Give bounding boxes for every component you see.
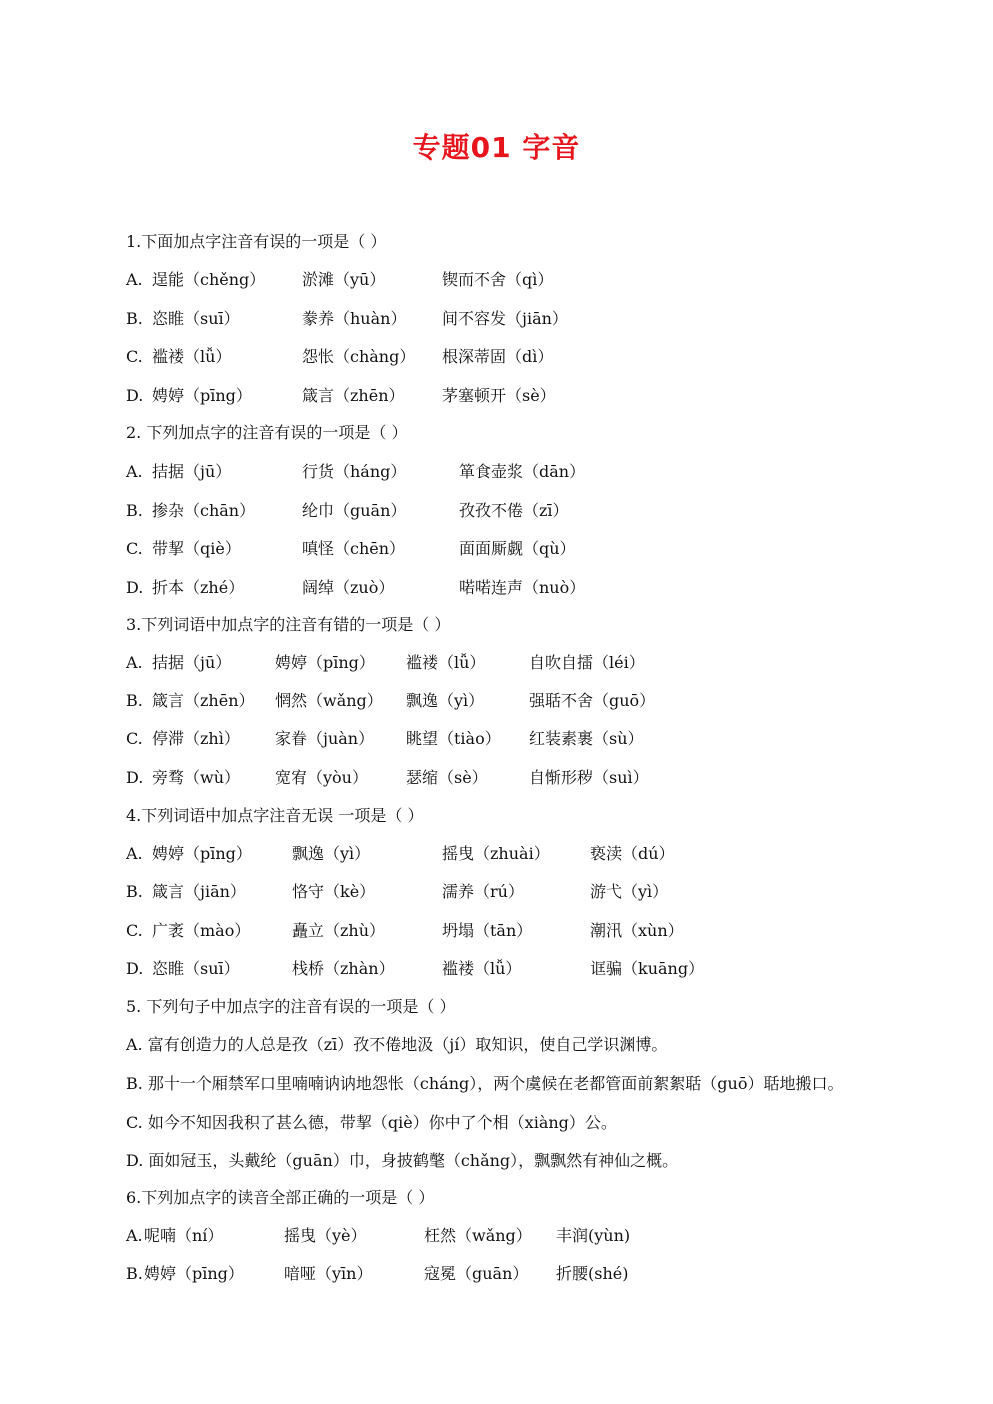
option-label: B.	[126, 1264, 143, 1283]
option-item: 根深蒂固（dì）	[442, 347, 554, 366]
option-item: 诓骗（kuāng）	[590, 959, 705, 978]
option-item: 折腰(shé)	[556, 1264, 629, 1283]
option-item: 箴言（jiān）	[152, 882, 246, 901]
question-line: D. 面如冠玉，头戴纶（guān）巾，身披鹤氅（chǎng），飘飘然有神仙之概。	[126, 1151, 679, 1170]
option-row	[126, 839, 886, 869]
option-item: 广袤（mào）	[152, 921, 251, 940]
option-item: 茅塞顿开（sè）	[442, 386, 556, 405]
option-row	[126, 916, 886, 946]
option-item: 间不容发（jiān）	[442, 309, 568, 328]
option-item: 折本（zhé）	[152, 578, 245, 597]
question-line: 1.下面加点字注音有误的一项是（ ）	[126, 232, 387, 251]
option-item: 枉然（wǎng）	[424, 1226, 532, 1245]
question-line: 3.下列词语中加点字的注音有错的一项是（ ）	[126, 615, 451, 634]
option-item: 宽宥（yòu）	[275, 768, 368, 787]
option-label: A.	[126, 1226, 143, 1245]
option-label: D.	[126, 768, 144, 787]
option-item: 行货（háng）	[302, 462, 407, 481]
question-line: C. 如今不知因我积了甚么德，带挈（qiè）你中了个相（xiàng）公。	[126, 1113, 617, 1132]
option-label: A.	[126, 844, 143, 863]
option-row	[126, 573, 886, 603]
option-item: 带挈（qiè）	[152, 539, 241, 558]
option-row	[126, 954, 886, 984]
option-item: 坍塌（tān）	[442, 921, 533, 940]
option-item: 喏喏连声（nuò）	[459, 578, 586, 597]
option-label: B.	[126, 882, 143, 901]
option-item: 红装素裹（sù）	[529, 729, 644, 748]
option-label: B.	[126, 309, 143, 328]
option-label: D.	[126, 959, 144, 978]
option-label: A.	[126, 653, 143, 672]
option-row	[126, 265, 886, 295]
option-item: 飘逸（yì）	[292, 844, 371, 863]
page-title: 专题01 字音	[412, 131, 581, 164]
option-item: 游弋（yì）	[590, 882, 669, 901]
option-item: 自惭形秽（suì）	[529, 768, 649, 787]
option-label: C.	[126, 729, 143, 748]
option-item: 褴褛（lǚ）	[442, 959, 522, 978]
option-item: 恣睢（suī）	[152, 309, 240, 328]
option-item: 摇曳（zhuài）	[442, 844, 550, 863]
option-item: 锲而不舍（qì）	[442, 270, 554, 289]
option-item: 阔绰（zuò）	[302, 578, 395, 597]
option-label: A.	[126, 270, 143, 289]
option-item: 家眷（juàn）	[275, 729, 375, 748]
option-item: 箪食壶浆（dān）	[459, 462, 586, 481]
question-line: 5. 下列句子中加点字的注音有误的一项是（ ）	[126, 997, 456, 1016]
option-label: B.	[126, 501, 143, 520]
option-row	[126, 1221, 886, 1251]
option-item: 娉婷（pīng）	[152, 386, 252, 405]
option-item: 娉婷（pīng）	[144, 1264, 244, 1283]
question-line: B. 那十一个厢禁军口里喃喃讷讷地怨怅（cháng），两个虞候在老都管面前絮絮聒（guō）聒地搬口。	[126, 1074, 844, 1093]
option-item: 褴褛（lǚ）	[406, 653, 486, 672]
option-item: 面面厮觑（qù）	[459, 539, 576, 558]
option-item: 箴言（zhēn）	[152, 691, 255, 710]
option-item: 嗔怪（chēn）	[302, 539, 406, 558]
option-item: 淤滩（yū）	[302, 270, 386, 289]
option-item: 孜孜不倦（zī）	[459, 501, 569, 520]
option-item: 濡养（rú）	[442, 882, 524, 901]
option-item: 丰润(yùn)	[556, 1226, 631, 1245]
option-item: 拮据（jū）	[152, 462, 232, 481]
option-item: 栈桥（zhàn）	[292, 959, 395, 978]
question-line: 6.下列加点字的读音全部正确的一项是（ ）	[126, 1188, 435, 1207]
option-item: 亵渎（dú）	[590, 844, 675, 863]
option-row	[126, 304, 886, 334]
option-item: 自吹自擂（léi）	[529, 653, 645, 672]
option-row	[126, 534, 886, 564]
option-label: D.	[126, 578, 144, 597]
option-item: 箴言（zhēn）	[302, 386, 405, 405]
question-line: 4.下列词语中加点字注音无误 一项是（ ）	[126, 806, 424, 825]
option-item: 潮汛（xùn）	[590, 921, 684, 940]
option-item: 旁骛（wù）	[152, 768, 241, 787]
option-item: 喑哑（yīn）	[284, 1264, 373, 1283]
option-item: 掺杂（chān）	[152, 501, 256, 520]
option-item: 摇曳（yè）	[284, 1226, 367, 1245]
question-line: A. 富有创造力的人总是孜（zī）孜不倦地汲（jí）取知识，使自己学识渊博。	[126, 1035, 668, 1054]
option-item: 眺望（tiào）	[406, 729, 501, 748]
option-item: 呢喃（ní）	[144, 1226, 224, 1245]
option-row	[126, 877, 886, 907]
option-item: 娉婷（pīng）	[152, 844, 252, 863]
option-item: 恪守（kè）	[292, 882, 376, 901]
option-item: 惘然（wǎng）	[275, 691, 383, 710]
option-label: C.	[126, 921, 143, 940]
option-row	[126, 457, 886, 487]
option-item: 褴褛（lǚ）	[152, 347, 232, 366]
option-row	[126, 1259, 886, 1289]
option-label: C.	[126, 539, 143, 558]
option-item: 飘逸（yì）	[406, 691, 485, 710]
option-item: 逞能（chěng）	[152, 270, 266, 289]
question-line: 2. 下列加点字的注音有误的一项是（ ）	[126, 423, 408, 442]
option-item: 纶巾（guān）	[302, 501, 407, 520]
option-item: 停滞（zhì）	[152, 729, 240, 748]
option-label: A.	[126, 462, 143, 481]
option-row	[126, 724, 886, 754]
option-item: 寇冕（guān）	[424, 1264, 529, 1283]
option-row	[126, 648, 886, 678]
option-item: 怨怅（chàng）	[302, 347, 416, 366]
option-item: 矗立（zhù）	[292, 921, 386, 940]
option-row	[126, 496, 886, 526]
option-row	[126, 342, 886, 372]
option-label: B.	[126, 691, 143, 710]
option-item: 强聒不舍（guō）	[529, 691, 656, 710]
option-label: D.	[126, 386, 144, 405]
option-label: C.	[126, 347, 143, 366]
option-item: 豢养（huàn）	[302, 309, 407, 328]
option-item: 瑟缩（sè）	[406, 768, 488, 787]
option-item: 娉婷（pīng）	[275, 653, 375, 672]
option-item: 恣睢（suī）	[152, 959, 240, 978]
option-row	[126, 763, 886, 793]
option-row	[126, 381, 886, 411]
option-row	[126, 686, 886, 716]
option-item: 拮据（jū）	[152, 653, 232, 672]
